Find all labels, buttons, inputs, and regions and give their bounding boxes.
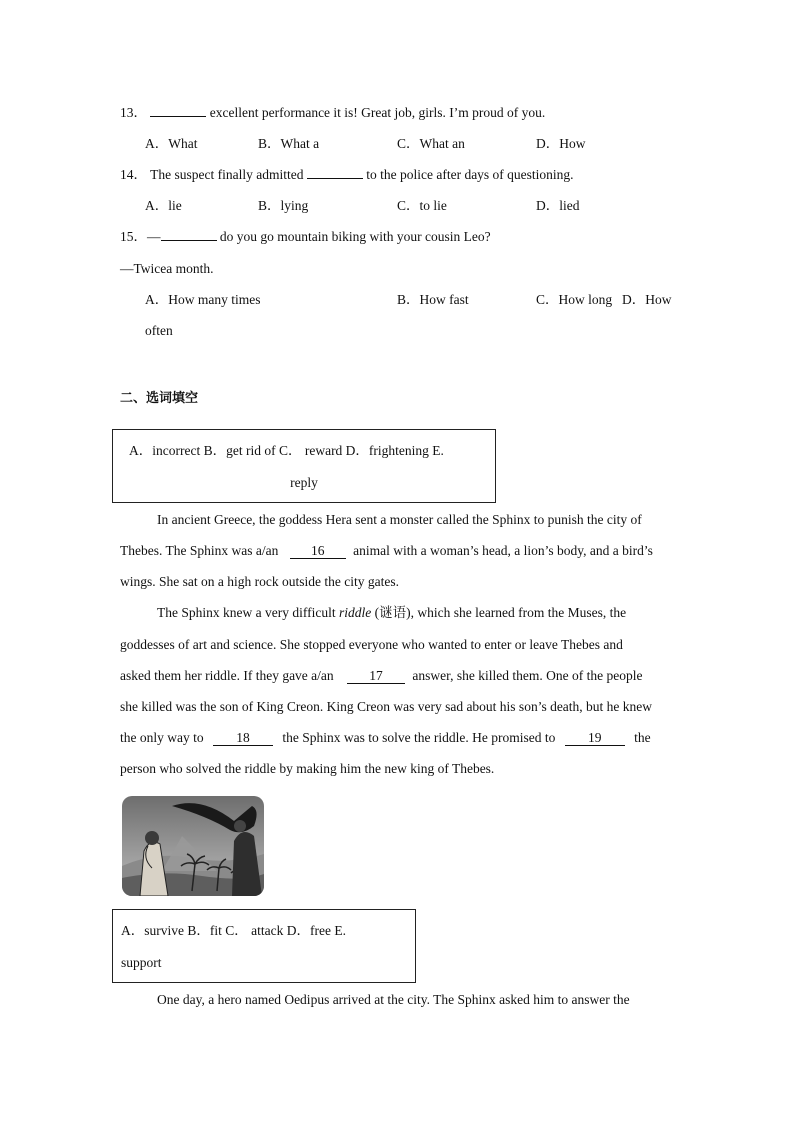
- option-b[interactable]: B．How fast: [397, 292, 469, 307]
- text-segment: the: [634, 730, 651, 745]
- question-text: The suspect finally admitted: [150, 167, 304, 182]
- option-c[interactable]: C．to lie: [397, 198, 447, 213]
- word-bank-line: A．incorrect B．get rid of C． reward D．frightening E.: [129, 443, 444, 458]
- text-segment: the only way to: [120, 730, 204, 745]
- answer-blank[interactable]: [307, 178, 363, 179]
- word-bank-line: support: [121, 955, 162, 970]
- paragraph-line: [120, 667, 642, 685]
- option-d[interactable]: D．How: [536, 136, 586, 151]
- paragraph-line: person who solved the riddle by making him the new king of Thebes.: [120, 761, 495, 776]
- paragraph-line: wings. She sat on a high rock outside the city gates.: [120, 574, 399, 589]
- question-number: 14．: [120, 167, 147, 182]
- text-segment: Thebes. The Sphinx was a/an: [120, 543, 279, 558]
- option-a[interactable]: A．What: [145, 136, 198, 151]
- text-segment: answer, she killed them. One of the people: [412, 668, 643, 683]
- word-bank-box-1: [112, 429, 496, 503]
- question-number: 15．—: [120, 229, 161, 244]
- option-b[interactable]: B．lying: [258, 198, 309, 213]
- question-number: 13．: [120, 105, 147, 120]
- question-14: [120, 166, 574, 184]
- answer-blank[interactable]: [161, 240, 217, 241]
- paragraph-line: In ancient Greece, the goddess Hera sent a monster called the Sphinx to punish the city of: [157, 512, 642, 527]
- sphinx-illustration: [122, 796, 264, 896]
- option-c[interactable]: C．How long: [536, 292, 613, 307]
- option-b[interactable]: B．What a: [258, 136, 320, 151]
- option-a[interactable]: A．How many times: [145, 292, 261, 307]
- section-title: 二、选词填空: [120, 391, 199, 406]
- question-13: [120, 104, 545, 122]
- italic-word: riddle: [338, 605, 372, 620]
- paragraph-line: [120, 542, 653, 560]
- blank-18[interactable]: 18: [213, 730, 273, 746]
- blank-17[interactable]: 17: [347, 668, 405, 684]
- dialogue-answer: —Twicea month.: [120, 261, 214, 276]
- option-a[interactable]: A．lie: [145, 198, 182, 213]
- text-segment: asked them her riddle. If they gave a/an: [120, 668, 334, 683]
- word-bank-box-2: [112, 909, 416, 983]
- paragraph-line: goddesses of art and science. She stopped everyone who wanted to enter or leave Thebes and: [120, 637, 623, 652]
- sphinx-oedipus-image: [122, 796, 264, 896]
- paragraph-line: One day, a hero named Oedipus arrived at the city. The Sphinx asked him to answer the: [157, 992, 630, 1007]
- question-text: to the police after days of questioning.: [366, 167, 574, 182]
- question-text: do you go mountain biking with your cousin Leo?: [219, 229, 491, 244]
- text-segment: animal with a woman’s head, a lion’s body, and a bird’s: [353, 543, 653, 558]
- answer-blank[interactable]: [150, 116, 206, 117]
- blank-16[interactable]: 16: [290, 543, 346, 559]
- question-text: excellent performance it is! Great job, girls. I’m proud of you.: [209, 105, 546, 120]
- paragraph-line: [120, 729, 651, 747]
- text-segment: (谜语), which she learned from the Muses, the: [374, 605, 627, 620]
- option-d-continued: often: [145, 323, 173, 338]
- option-d[interactable]: D．lied: [536, 198, 580, 213]
- text-segment: the Sphinx was to solve the riddle. He promised to: [282, 730, 556, 745]
- question-15: [120, 228, 491, 246]
- option-c[interactable]: C．What an: [397, 136, 465, 151]
- paragraph-line: she killed was the son of King Creon. King Creon was very sad about his son’s death, but he knew: [120, 699, 653, 714]
- word-bank-line: A．survive B．fit C． attack D．free E.: [121, 923, 346, 938]
- option-d[interactable]: D．How: [622, 292, 672, 307]
- word-bank-line: reply: [290, 475, 318, 490]
- blank-19[interactable]: 19: [565, 730, 625, 746]
- paragraph-line: [157, 604, 626, 622]
- text-segment: The Sphinx knew a very difficult: [157, 605, 336, 620]
